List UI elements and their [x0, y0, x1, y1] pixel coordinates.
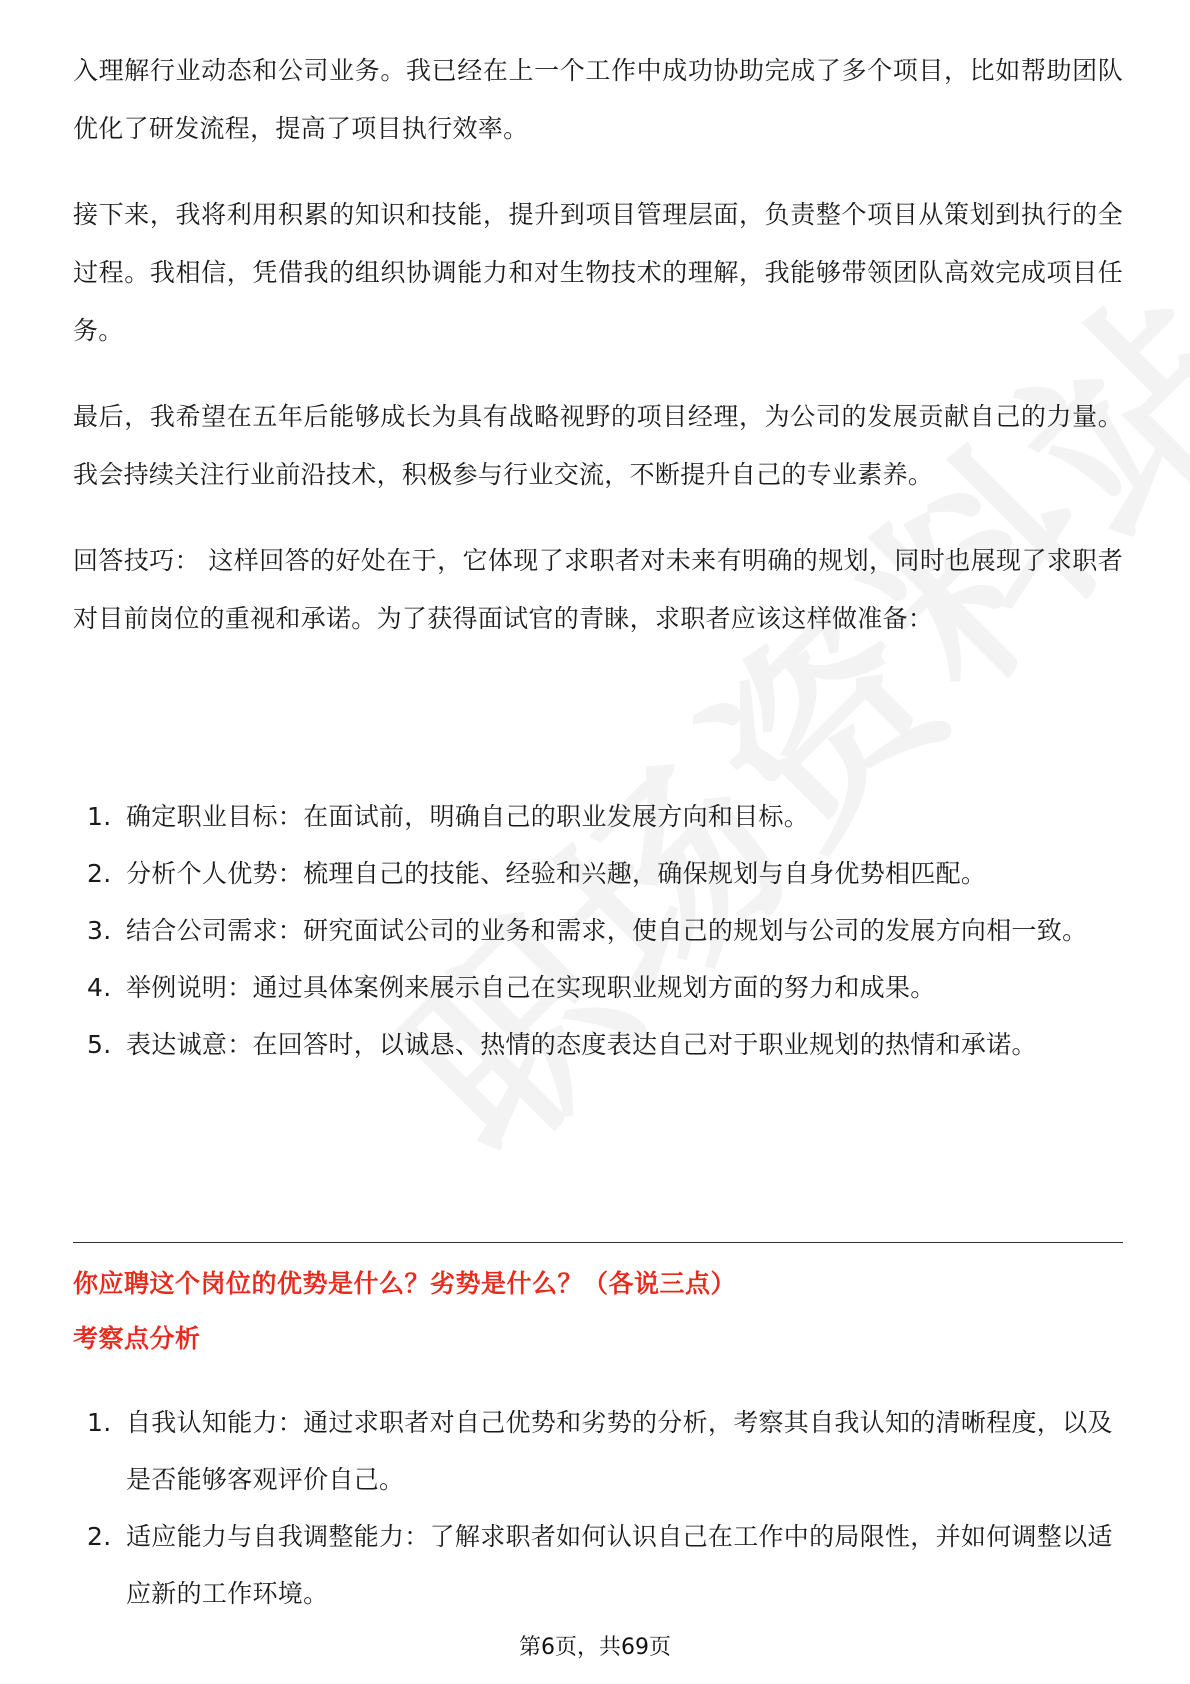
analysis-list-wrapper — [73, 1394, 1123, 1622]
analysis-heading: 考察点分析 — [73, 1324, 201, 1353]
page-footer: 第6页，共69页 — [519, 1635, 671, 1660]
analysis-list — [73, 1394, 1123, 1622]
list-number: 3. — [87, 916, 112, 945]
paragraph: 接下来，我将利用积累的知识和技能，提升到项目管理层面，负责整个项目从策划到执行的全过程。我相信，凭借我的组织协调能力和对生物技术的理解，我能够带领团队高效完成项目任务。 — [73, 200, 1123, 345]
list-item — [73, 1016, 1123, 1073]
paragraph: 入理解行业动态和公司业务。我已经在上一个工作中成功协助完成了多个项目，比如帮助团队优化了研发流程，提高了项目执行效率。 — [73, 56, 1123, 143]
list-item — [73, 902, 1123, 959]
section-divider — [73, 1242, 1123, 1243]
list-item-text: 分析个人优势：梳理自己的技能、经验和兴趣，确保规划与自身优势相匹配。 — [126, 859, 987, 888]
list-number: 1. — [87, 1408, 112, 1437]
list-number: 2. — [87, 859, 112, 888]
answer-tips-paragraph: 回答技巧： 这样回答的好处在于，它体现了求职者对未来有明确的规划，同时也展现了求职者对目前岗位的重视和承诺。为了获得面试官的青睐，求职者应该这样做准备： — [73, 546, 1123, 633]
tips-list-wrapper — [73, 788, 1123, 1073]
list-item-text: 自我认知能力：通过求职者对自己优势和劣势的分析，考察其自我认知的清晰程度，以及是否能够客观评价自己。 — [126, 1408, 1113, 1494]
list-item — [73, 1508, 1123, 1622]
list-item-text: 表达诚意：在回答时，以诚恳、热情的态度表达自己对于职业规划的热情和承诺。 — [126, 1030, 1037, 1059]
paragraph: 最后，我希望在五年后能够成长为具有战略视野的项目经理，为公司的发展贡献自己的力量。我会持续关注行业前沿技术，积极参与行业交流，不断提升自己的专业素养。 — [73, 402, 1123, 489]
question-heading: 你应聘这个岗位的优势是什么？劣势是什么？（各说三点） — [73, 1269, 737, 1298]
list-item-text: 适应能力与自我调整能力：了解求职者如何认识自己在工作中的局限性，并如何调整以适应新的工作环境。 — [126, 1522, 1113, 1608]
list-item-text: 举例说明：通过具体案例来展示自己在实现职业规划方面的努力和成果。 — [126, 973, 936, 1002]
body-text — [73, 42, 1123, 676]
list-number: 5. — [87, 1030, 112, 1059]
list-number: 4. — [87, 973, 112, 1002]
list-number: 2. — [87, 1522, 112, 1551]
tips-list — [73, 788, 1123, 1073]
list-item — [73, 788, 1123, 845]
list-item-text: 确定职业目标：在面试前，明确自己的职业发展方向和目标。 — [126, 802, 810, 831]
list-number: 1. — [87, 802, 112, 831]
list-item-text: 结合公司需求：研究面试公司的业务和需求，使自己的规划与公司的发展方向相一致。 — [126, 916, 1088, 945]
list-item — [73, 959, 1123, 1016]
list-item — [73, 1394, 1123, 1508]
list-item — [73, 845, 1123, 902]
